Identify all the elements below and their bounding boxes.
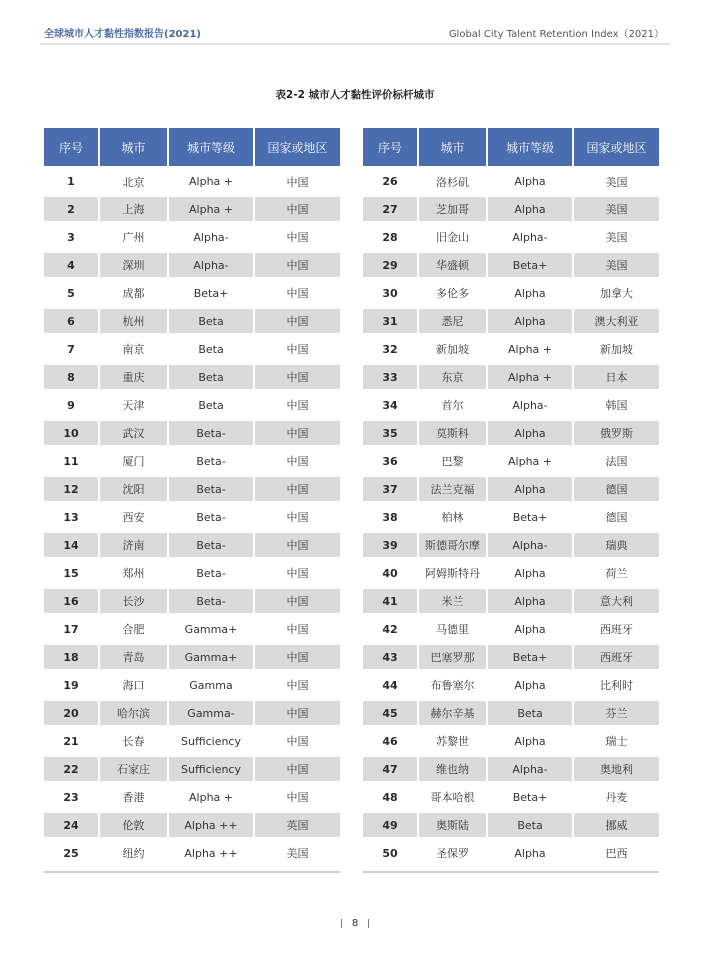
cell-index: 39 xyxy=(363,531,417,559)
cell-index: 44 xyxy=(382,678,398,692)
table-row xyxy=(363,335,659,363)
cell-city: 多伦多 xyxy=(436,287,469,300)
table-row xyxy=(44,531,340,559)
table-row xyxy=(44,279,340,307)
cell-grade: Beta xyxy=(198,398,224,412)
cell-country: 比利时 xyxy=(600,679,633,692)
cell-index: 4 xyxy=(44,251,98,279)
cell-index: 25 xyxy=(63,846,79,860)
cell-index: 30 xyxy=(382,286,398,300)
table-header-row xyxy=(44,128,340,166)
table-row xyxy=(44,223,340,251)
cell-city: 重庆 xyxy=(100,363,167,391)
footer-divider xyxy=(368,919,369,928)
cell-index: 10 xyxy=(44,419,98,447)
table-row xyxy=(363,279,659,307)
table-row xyxy=(44,755,340,783)
cell-country: 挪威 xyxy=(574,811,659,839)
cell-country: 美国 xyxy=(574,251,659,279)
cell-index: 6 xyxy=(44,307,98,335)
table-row xyxy=(44,811,340,839)
table-row xyxy=(363,391,659,419)
cell-country: 意大利 xyxy=(574,587,659,615)
table-row xyxy=(363,251,659,279)
cell-grade: Beta+ xyxy=(512,510,548,524)
cell-country: 澳大利亚 xyxy=(574,307,659,335)
table-row xyxy=(44,447,340,475)
cell-index: 24 xyxy=(44,811,98,839)
cell-city: 阿姆斯特丹 xyxy=(425,567,480,580)
cell-grade: Gamma+ xyxy=(184,622,238,636)
cell-country: 丹麦 xyxy=(605,791,628,804)
table-bottom-rule xyxy=(44,871,340,873)
table-row xyxy=(44,391,340,419)
column-header-country: 国家或地区 xyxy=(255,128,340,166)
table-bottom-rule xyxy=(363,871,659,873)
cell-index: 38 xyxy=(382,510,398,524)
cell-city: 杭州 xyxy=(100,307,167,335)
cell-city: 伦敦 xyxy=(100,811,167,839)
cell-country: 俄罗斯 xyxy=(574,419,659,447)
cell-city: 沈阳 xyxy=(100,475,167,503)
cell-grade: Beta xyxy=(169,363,253,391)
cell-country: 芬兰 xyxy=(574,699,659,727)
cell-country: 法国 xyxy=(605,455,628,468)
cell-country: 西班牙 xyxy=(600,623,633,636)
table-caption: 表2-2 城市人才黏性评价标杆城市 xyxy=(275,89,435,101)
cell-country: 中国 xyxy=(286,623,309,636)
cell-city: 新加坡 xyxy=(436,343,469,356)
cell-country: 瑞典 xyxy=(574,531,659,559)
cell-index: 9 xyxy=(67,398,75,412)
cell-index: 1 xyxy=(67,175,75,188)
cell-country: 中国 xyxy=(286,567,309,580)
cell-country: 美国 xyxy=(605,231,628,244)
cell-index: 29 xyxy=(363,251,417,279)
table-row xyxy=(44,839,340,867)
cell-city: 巴塞罗那 xyxy=(419,643,486,671)
cell-grade: Alpha xyxy=(488,307,572,335)
table-row xyxy=(363,671,659,699)
cell-index: 49 xyxy=(363,811,417,839)
cell-city: 斯德哥尔摩 xyxy=(419,531,486,559)
cell-grade: Beta- xyxy=(169,419,253,447)
table-row xyxy=(44,671,340,699)
cell-grade: Alpha ++ xyxy=(169,811,253,839)
cell-country: 中国 xyxy=(286,343,309,356)
cell-grade: Alpha xyxy=(488,195,572,223)
cell-city: 上海 xyxy=(100,195,167,223)
cell-grade: Alpha xyxy=(514,622,546,636)
cell-index: 7 xyxy=(67,342,75,356)
table-row xyxy=(363,223,659,251)
table-row xyxy=(363,727,659,755)
cell-index: 16 xyxy=(44,587,98,615)
cell-city: 奥斯陆 xyxy=(419,811,486,839)
cell-country: 韩国 xyxy=(605,399,628,412)
header-divider xyxy=(40,43,670,45)
column-header-grade: 城市等级 xyxy=(169,128,253,166)
cell-grade: Sufficiency xyxy=(181,734,241,748)
table-row xyxy=(363,307,659,335)
table-row xyxy=(44,307,340,335)
cell-city: 合肥 xyxy=(122,623,145,636)
table-row xyxy=(44,363,340,391)
column-header-city: 城市 xyxy=(100,128,167,166)
cell-index: 2 xyxy=(44,195,98,223)
cell-index: 46 xyxy=(382,734,398,748)
column-header-grade: 城市等级 xyxy=(488,128,572,166)
cell-index: 47 xyxy=(363,755,417,783)
table-row xyxy=(44,335,340,363)
cell-city: 郑州 xyxy=(122,567,145,580)
benchmark-table-right xyxy=(361,128,661,867)
table-row xyxy=(44,699,340,727)
cell-index: 28 xyxy=(382,230,398,244)
cell-grade: Alpha + xyxy=(508,342,552,356)
table-row xyxy=(44,475,340,503)
cell-country: 中国 xyxy=(255,755,340,783)
table-row xyxy=(363,363,659,391)
cell-country: 中国 xyxy=(255,251,340,279)
cell-index: 17 xyxy=(63,622,79,636)
table-row xyxy=(363,643,659,671)
table-row xyxy=(363,195,659,223)
cell-city: 米兰 xyxy=(419,587,486,615)
cell-grade: Gamma- xyxy=(169,699,253,727)
cell-city: 巴黎 xyxy=(441,455,464,468)
cell-city: 赫尔辛基 xyxy=(419,699,486,727)
cell-grade: Beta- xyxy=(196,510,226,524)
cell-index: 50 xyxy=(382,846,398,860)
cell-index: 40 xyxy=(382,566,398,580)
cell-grade: Alpha + xyxy=(508,454,552,468)
table-row xyxy=(363,447,659,475)
cell-country: 荷兰 xyxy=(605,567,628,580)
cell-index: 43 xyxy=(363,643,417,671)
cell-index: 31 xyxy=(363,307,417,335)
cell-grade: Beta xyxy=(198,342,224,356)
cell-country: 西班牙 xyxy=(574,643,659,671)
cell-index: 42 xyxy=(382,622,398,636)
cell-city: 济南 xyxy=(100,531,167,559)
table-row xyxy=(363,475,659,503)
cell-city: 维也纳 xyxy=(419,755,486,783)
table-row xyxy=(363,699,659,727)
table-header-row xyxy=(363,128,659,166)
cell-country: 巴西 xyxy=(605,847,628,860)
cell-city: 洛杉矶 xyxy=(436,175,469,189)
cell-grade: Beta+ xyxy=(512,790,548,804)
column-header-country: 国家或地区 xyxy=(574,128,659,166)
cell-city: 长春 xyxy=(122,735,145,748)
cell-country: 瑞士 xyxy=(605,735,628,748)
cell-city: 海口 xyxy=(122,679,145,692)
cell-grade: Beta- xyxy=(169,475,253,503)
cell-grade: Alpha- xyxy=(488,531,572,559)
cell-grade: Gamma+ xyxy=(169,643,253,671)
report-title-en: Global City Talent Retention Index（2021） xyxy=(448,29,664,40)
table-row xyxy=(363,559,659,587)
cell-city: 广州 xyxy=(122,231,145,244)
column-header-index: 序号 xyxy=(363,128,417,166)
cell-country: 中国 xyxy=(286,175,309,189)
cell-index: 20 xyxy=(44,699,98,727)
cell-grade: Alpha xyxy=(514,734,546,748)
cell-country: 中国 xyxy=(255,643,340,671)
table-row xyxy=(44,727,340,755)
cell-city: 北京 xyxy=(122,175,145,189)
cell-grade: Alpha- xyxy=(488,755,572,783)
cell-country: 中国 xyxy=(255,699,340,727)
cell-grade: Alpha ++ xyxy=(184,846,238,860)
cell-city: 纽约 xyxy=(122,847,145,860)
table-row xyxy=(44,559,340,587)
cell-grade: Sufficiency xyxy=(169,755,253,783)
cell-city: 天津 xyxy=(122,399,145,412)
table-row xyxy=(363,755,659,783)
cell-country: 中国 xyxy=(255,419,340,447)
table-row xyxy=(363,839,659,867)
cell-country: 新加坡 xyxy=(600,343,633,356)
cell-index: 21 xyxy=(63,734,79,748)
table-row xyxy=(44,643,340,671)
cell-city: 厦门 xyxy=(122,455,145,468)
cell-grade: Alpha- xyxy=(193,230,229,244)
cell-grade: Alpha- xyxy=(169,251,253,279)
cell-grade: Alpha xyxy=(488,475,572,503)
table-row xyxy=(363,587,659,615)
cell-index: 33 xyxy=(363,363,417,391)
cell-index: 11 xyxy=(63,454,79,468)
cell-city: 法兰克福 xyxy=(419,475,486,503)
report-title: 全球城市人才黏性指数报告(2021) xyxy=(44,29,201,40)
footer-divider xyxy=(341,919,342,928)
table-row xyxy=(44,195,340,223)
cell-grade: Beta xyxy=(488,811,572,839)
cell-grade: Beta- xyxy=(169,587,253,615)
page-number: 8 xyxy=(351,918,359,929)
table-row xyxy=(363,811,659,839)
cell-grade: Alpha xyxy=(488,419,572,447)
cell-city: 哈尔滨 xyxy=(100,699,167,727)
cell-country: 中国 xyxy=(255,531,340,559)
cell-country: 中国 xyxy=(286,231,309,244)
cell-index: 36 xyxy=(382,454,398,468)
cell-city: 马德里 xyxy=(436,623,469,636)
cell-grade: Alpha xyxy=(514,286,546,300)
cell-grade: Alpha + xyxy=(189,790,233,804)
cell-index: 13 xyxy=(63,510,79,524)
table-row xyxy=(363,615,659,643)
table-row xyxy=(44,587,340,615)
table-row xyxy=(363,503,659,531)
table-row xyxy=(363,783,659,811)
cell-index: 35 xyxy=(363,419,417,447)
cell-grade: Alpha xyxy=(514,846,546,860)
cell-country: 美国 xyxy=(605,175,628,189)
cell-index: 37 xyxy=(363,475,417,503)
cell-index: 8 xyxy=(44,363,98,391)
cell-grade: Beta+ xyxy=(193,286,229,300)
cell-index: 41 xyxy=(363,587,417,615)
table-row xyxy=(44,503,340,531)
cell-city: 西安 xyxy=(122,511,145,524)
cell-grade: Beta- xyxy=(196,566,226,580)
cell-country: 美国 xyxy=(286,847,309,860)
cell-country: 奥地利 xyxy=(574,755,659,783)
cell-city: 武汉 xyxy=(100,419,167,447)
cell-city: 旧金山 xyxy=(436,231,469,244)
cell-grade: Alpha xyxy=(514,678,546,692)
cell-grade: Beta xyxy=(488,699,572,727)
cell-country: 中国 xyxy=(255,363,340,391)
cell-grade: Alpha + xyxy=(169,195,253,223)
page-footer xyxy=(0,918,710,929)
column-header-index: 序号 xyxy=(44,128,98,166)
table-row xyxy=(363,531,659,559)
cell-index: 12 xyxy=(44,475,98,503)
cell-city: 南京 xyxy=(122,343,145,356)
cell-country: 中国 xyxy=(286,511,309,524)
cell-grade: Beta xyxy=(169,307,253,335)
cell-country: 中国 xyxy=(286,287,309,300)
cell-grade: Alpha xyxy=(514,566,546,580)
cell-city: 布鲁塞尔 xyxy=(430,679,475,692)
cell-index: 3 xyxy=(67,230,75,244)
cell-grade: Beta+ xyxy=(488,251,572,279)
cell-index: 18 xyxy=(44,643,98,671)
table-row xyxy=(44,166,340,195)
cell-country: 中国 xyxy=(255,587,340,615)
cell-city: 柏林 xyxy=(441,511,464,524)
cell-country: 中国 xyxy=(286,735,309,748)
table-row xyxy=(363,166,659,195)
cell-grade: Beta- xyxy=(169,531,253,559)
cell-grade: Alpha + xyxy=(189,175,233,188)
cell-index: 32 xyxy=(382,342,398,356)
cell-city: 哥本哈根 xyxy=(430,791,475,804)
cell-city: 青岛 xyxy=(100,643,167,671)
cell-city: 深圳 xyxy=(100,251,167,279)
cell-city: 华盛顿 xyxy=(419,251,486,279)
cell-grade: Beta+ xyxy=(488,643,572,671)
cell-country: 中国 xyxy=(286,791,309,804)
cell-city: 东京 xyxy=(419,363,486,391)
cell-index: 14 xyxy=(44,531,98,559)
cell-index: 22 xyxy=(44,755,98,783)
table-row xyxy=(44,251,340,279)
cell-index: 19 xyxy=(63,678,79,692)
cell-grade: Alpha + xyxy=(488,363,572,391)
cell-index: 34 xyxy=(382,398,398,412)
cell-country: 中国 xyxy=(255,475,340,503)
cell-country: 日本 xyxy=(574,363,659,391)
cell-country: 中国 xyxy=(286,399,309,412)
cell-index: 15 xyxy=(63,566,79,580)
cell-city: 石家庄 xyxy=(100,755,167,783)
cell-country: 中国 xyxy=(286,679,309,692)
cell-city: 首尔 xyxy=(441,399,464,412)
cell-city: 芝加哥 xyxy=(419,195,486,223)
cell-city: 莫斯科 xyxy=(419,419,486,447)
cell-country: 中国 xyxy=(255,307,340,335)
cell-index: 26 xyxy=(382,175,398,188)
cell-grade: Gamma xyxy=(189,678,233,692)
cell-city: 苏黎世 xyxy=(436,735,469,748)
cell-country: 中国 xyxy=(255,195,340,223)
cell-index: 27 xyxy=(363,195,417,223)
cell-country: 美国 xyxy=(574,195,659,223)
column-header-city: 城市 xyxy=(419,128,486,166)
cell-grade: Beta- xyxy=(196,454,226,468)
cell-city: 圣保罗 xyxy=(436,847,469,860)
cell-country: 英国 xyxy=(255,811,340,839)
cell-country: 中国 xyxy=(286,455,309,468)
cell-country: 德国 xyxy=(574,475,659,503)
cell-grade: Alpha xyxy=(514,175,546,188)
table-row xyxy=(44,419,340,447)
benchmark-table-left xyxy=(42,128,342,867)
cell-grade: Alpha xyxy=(488,587,572,615)
table-row xyxy=(44,615,340,643)
cell-city: 长沙 xyxy=(100,587,167,615)
cell-country: 德国 xyxy=(605,511,628,524)
cell-index: 48 xyxy=(382,790,398,804)
cell-index: 5 xyxy=(67,286,75,300)
cell-country: 加拿大 xyxy=(600,287,633,300)
cell-index: 45 xyxy=(363,699,417,727)
table-row xyxy=(363,419,659,447)
cell-city: 悉尼 xyxy=(419,307,486,335)
cell-city: 成都 xyxy=(122,287,145,300)
table-row xyxy=(44,783,340,811)
cell-city: 香港 xyxy=(122,791,145,804)
cell-grade: Alpha- xyxy=(512,398,548,412)
cell-index: 23 xyxy=(63,790,79,804)
cell-grade: Alpha- xyxy=(512,230,548,244)
